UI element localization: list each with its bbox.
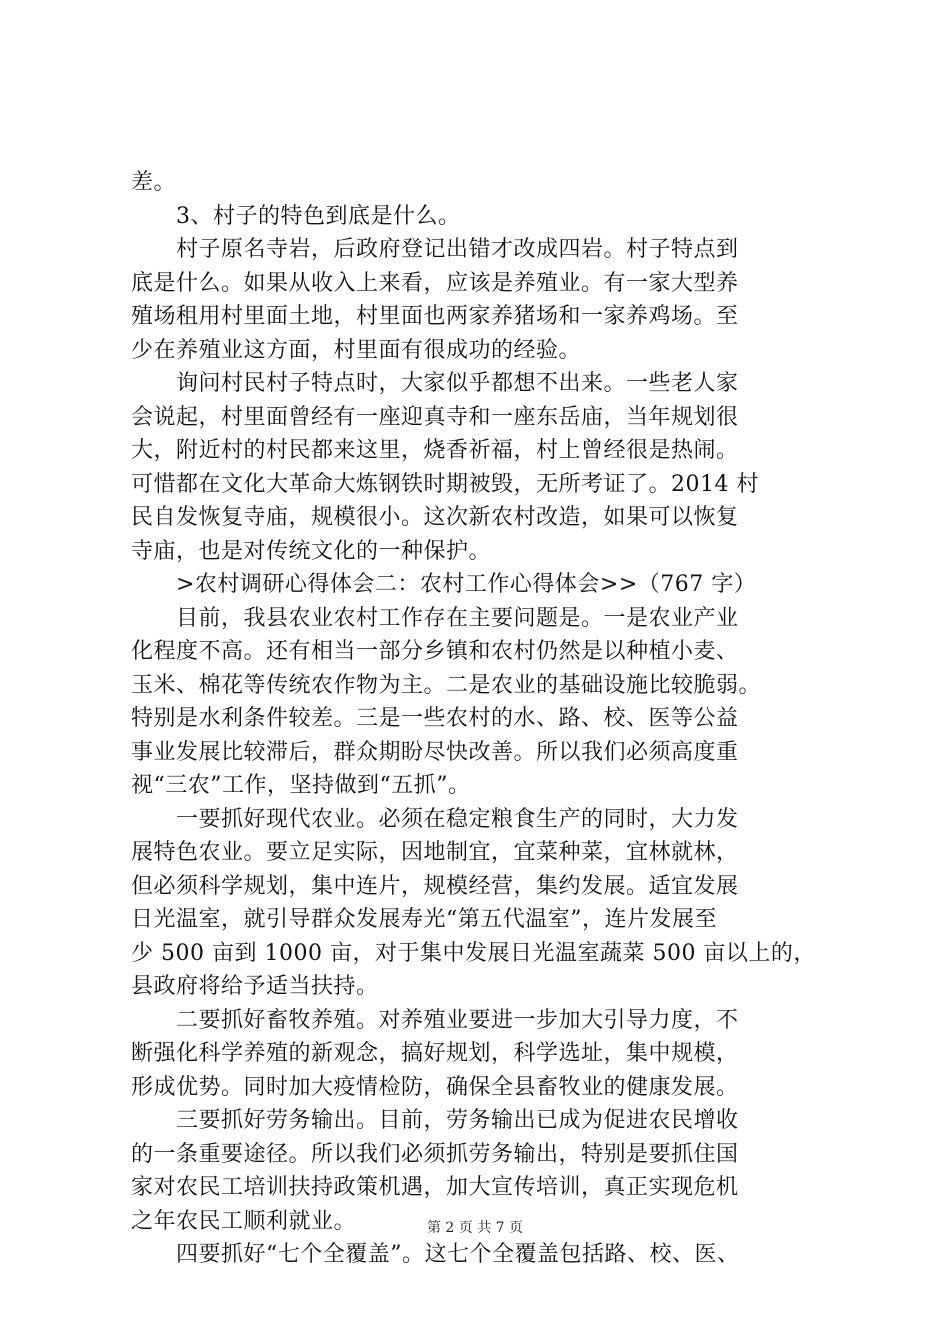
text-line: 少 500 亩到 1000 亩，对于集中发展日光温室蔬菜 500 亩以上的， (131, 940, 816, 966)
text-line: 事业发展比较滞后，群众期盼尽快改善。所以我们必须高度重 (131, 739, 739, 765)
text-line: 殖场租用村里面土地，村里面也两家养猪场和一家养鸡场。至 (131, 304, 739, 329)
page-number-label: 第 2 页 共 7 页 (426, 1220, 524, 1236)
text-line: 县政府将给予适当扶持。 (131, 974, 379, 999)
text-line: 日光温室，就引导群众发展寿光“第五代温室”，连片发展至 (131, 907, 717, 932)
text-line: 形成优势。同时加大疫情检防，确保全县畜牧业的健康发展。 (131, 1074, 739, 1100)
text-line: 二要抓好畜牧养殖。对养殖业要进一步加大引导力度，不 (131, 1007, 739, 1033)
text-line: 特别是水利条件较差。三是一些农村的水、路、校、医等公益 (131, 706, 739, 731)
document-body (131, 166, 831, 1272)
text-line: 少在养殖业这方面，村里面有很成功的经验。 (131, 337, 582, 363)
text-line: 寺庙，也是对传统文化的一种保护。 (131, 538, 492, 564)
text-line: 四要抓好“七个全覆盖”。这七个全覆盖包括路、校、医、 (131, 1242, 740, 1267)
text-line: 询问村民村子特点时，大家似乎都想不出来。一些老人家 (131, 371, 739, 396)
text-line: 一要抓好现代农业。必须在稳定粮食生产的同时，大力发 (131, 806, 739, 832)
text-line: 底是什么。如果从收入上来看，应该是养殖业。有一家大型养 (131, 270, 739, 296)
text-line: 的一条重要途径。所以我们必须抓劳务输出，特别是要抓住国 (131, 1141, 739, 1167)
section-heading: >农村调研心得体会二：农村工作心得体会>>（767 字） (131, 572, 757, 597)
text-line: 会说起，村里面曾经有一座迎真寺和一座东岳庙，当年规划很 (131, 404, 739, 430)
text-line: 可惜都在文化大革命大炼钢铁时期被毁，无所考证了。2014 村 (131, 471, 759, 497)
text-line: 3、村子的特色到底是什么。 (131, 203, 461, 229)
text-line: 玉米、棉花等传统农作物为主。二是农业的基础设施比较脆弱。 (131, 672, 762, 698)
text-line: 大，附近村的村民都来这里，烧香祈福，村上曾经很是热闹。 (131, 438, 739, 463)
text-line: 断强化科学养殖的新观念，搞好规划，科学选址，集中规模， (131, 1041, 739, 1066)
text-line: 差。 (131, 170, 177, 195)
text-line: 目前，我县农业农村工作存在主要问题是。一是农业产业 (131, 605, 739, 631)
page-footer (0, 1217, 950, 1237)
text-line: 之年农民工顺利就业。 (131, 1208, 357, 1234)
text-line: 展特色农业。要立足实际，因地制宜，宜菜种菜，宜林就林， (131, 840, 739, 865)
text-line: 村子原名寺岩，后政府登记出错才改成四岩。村子特点到 (131, 237, 739, 262)
text-line: 化程度不高。还有相当一部分乡镇和农村仍然是以种植小麦、 (131, 639, 739, 664)
text-line: 民自发恢复寺庙，规模很小。这次新农村改造，如果可以恢复 (131, 505, 739, 530)
text-line: 但必须科学规划，集中连片，规模经营，集约发展。适宜发展 (131, 873, 739, 899)
text-line: 三要抓好劳务输出。目前，劳务输出已成为促进农民增收 (131, 1108, 739, 1133)
text-line: 视“三农”工作，坚持做到“五抓”。 (131, 773, 471, 798)
text-line: 家对农民工培训扶持政策机遇，加大宣传培训，真正实现危机 (131, 1175, 739, 1200)
